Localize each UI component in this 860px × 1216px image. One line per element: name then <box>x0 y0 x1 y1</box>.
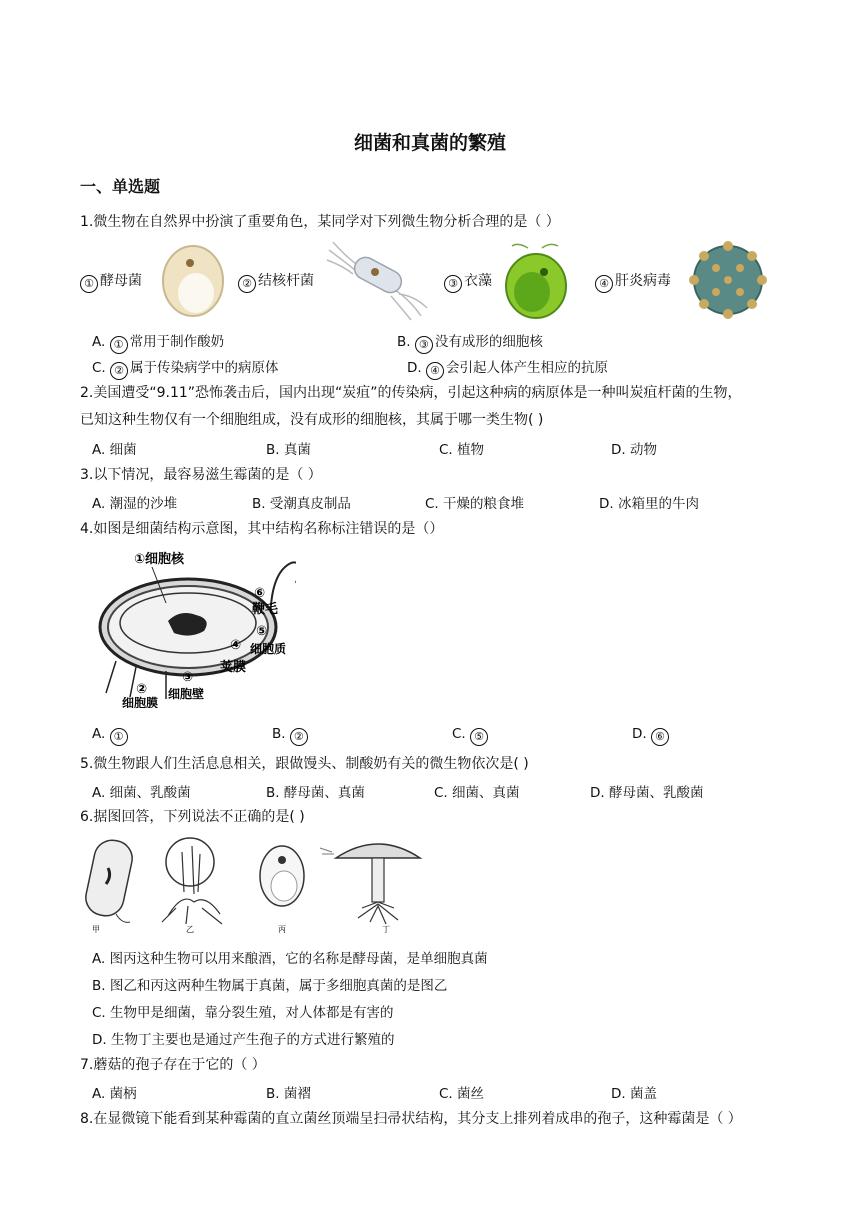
q1-option-a-num: ① <box>110 336 128 354</box>
hepatitis-virus-image <box>682 238 774 322</box>
label-2-num: ② <box>136 682 148 697</box>
fig-label-yi: 乙 <box>186 925 194 934</box>
q1-option-b[interactable] <box>397 330 543 354</box>
q4-option-b-num: ② <box>290 728 308 746</box>
q1-option-c[interactable] <box>92 356 279 380</box>
fig-label-ding: 丁 <box>382 925 390 934</box>
organism-1-label <box>80 270 142 293</box>
section-heading: 一、单选题 <box>80 177 161 196</box>
q4-option-d-num: ⑥ <box>651 728 669 746</box>
question-5-stem: 5.微生物跟人们生活息息相关，跟做馒头、制酸奶有关的微生物依次是( ) <box>80 756 529 772</box>
label-5-num: ⑤ <box>256 624 268 639</box>
q1-option-c-text: 属于传染病学中的病原体 <box>130 360 279 376</box>
q1-option-b-prefix: B. <box>397 334 411 350</box>
q4-option-a[interactable] <box>92 726 130 746</box>
q4-option-b[interactable] <box>272 726 310 746</box>
tuberculosis-bacillus-image <box>325 240 430 322</box>
q1-option-a-prefix: A. <box>92 334 106 350</box>
question-6-stem: 6.据图回答，下列说法不正确的是( ) <box>80 809 305 825</box>
q2-option-c[interactable]: C. 植物 <box>439 442 485 458</box>
label-capsule: 荚膜 <box>220 660 247 675</box>
organism-2-label <box>238 270 314 293</box>
q2-option-a[interactable]: A. 细菌 <box>92 442 137 458</box>
microorganisms-figure <box>82 832 428 934</box>
question-3-stem: 3.以下情况，最容易滋生霉菌的是（ ） <box>80 467 322 483</box>
q3-option-b[interactable]: B. 受潮真皮制品 <box>252 496 351 512</box>
q1-option-b-text: 没有成形的细胞核 <box>434 334 543 350</box>
q1-option-c-num: ② <box>110 362 128 380</box>
label-6-num: ⑥ <box>254 586 266 601</box>
page-title: 细菌和真菌的繁殖 <box>353 132 506 154</box>
q5-option-b[interactable]: B. 酵母菌、真菌 <box>266 785 365 801</box>
label-cell-wall: 细胞壁 <box>168 687 205 701</box>
organism-3-num: ③ <box>444 275 462 293</box>
question-2-stem-line2: 已知这种生物仅有一个细胞组成，没有成形的细胞核，其属于哪一类生物( ) <box>80 412 544 428</box>
organism-4-name: 肝炎病毒 <box>615 273 671 289</box>
q4-option-a-prefix: A. <box>92 726 106 742</box>
q5-option-d[interactable]: D. 酵母菌、乳酸菌 <box>590 785 704 801</box>
q4-option-c-prefix: C. <box>452 726 466 742</box>
q1-option-d-num: ④ <box>426 362 444 380</box>
label-4-num: ④ <box>230 638 242 653</box>
q3-option-d[interactable]: D. 冰箱里的牛肉 <box>599 496 699 512</box>
q7-option-c[interactable]: C. 菌丝 <box>439 1086 485 1102</box>
q5-option-a[interactable]: A. 细菌、乳酸菌 <box>92 785 191 801</box>
q4-option-b-prefix: B. <box>272 726 286 742</box>
q4-option-d[interactable] <box>632 726 671 746</box>
question-4-stem: 4.如图是细菌结构示意图，其中结构名称标注错误的是（） <box>80 521 444 537</box>
q4-option-c-num: ⑤ <box>470 728 488 746</box>
label-nucleus: ①细胞核 <box>134 552 185 567</box>
q5-option-c[interactable]: C. 细菌、真菌 <box>434 785 520 801</box>
q6-option-d[interactable]: D. 生物丁主要也是通过产生孢子的方式进行繁殖的 <box>92 1032 395 1048</box>
q4-option-a-num: ① <box>110 728 128 746</box>
q7-option-b[interactable]: B. 菌褶 <box>266 1086 311 1102</box>
organism-1-name: 酵母菌 <box>100 273 142 289</box>
q7-option-d[interactable]: D. 菌盖 <box>611 1086 657 1102</box>
q1-option-d[interactable] <box>407 356 608 380</box>
organism-3-name: 衣藻 <box>464 273 492 289</box>
organism-4-label <box>595 270 671 293</box>
organism-1-num: ① <box>80 275 98 293</box>
q6-option-c[interactable]: C. 生物甲是细菌，靠分裂生殖，对人体都是有害的 <box>92 1005 394 1021</box>
q1-option-d-prefix: D. <box>407 360 422 376</box>
q4-option-c[interactable] <box>452 726 490 746</box>
label-flagellum: 鞭毛 <box>252 602 279 617</box>
q1-option-a-text: 常用于制作酸奶 <box>129 334 225 350</box>
q1-option-b-num: ③ <box>415 336 433 354</box>
label-cell-membrane: 细胞膜 <box>122 696 159 708</box>
question-1-stem: 1.微生物在自然界中扮演了重要角色，某同学对下列微生物分析合理的是（ ） <box>80 214 560 230</box>
organism-2-num: ② <box>238 275 256 293</box>
bacteria-structure-diagram <box>96 543 296 708</box>
organism-3-label <box>444 270 492 293</box>
organism-4-num: ④ <box>595 275 613 293</box>
label-cytoplasm: 细胞质 <box>250 642 287 656</box>
q4-option-d-prefix: D. <box>632 726 647 742</box>
q6-option-a[interactable]: A. 图丙这种生物可以用来酿酒，它的名称是酵母菌，是单细胞真菌 <box>92 951 488 967</box>
q1-option-a[interactable] <box>92 330 224 354</box>
chlamydomonas-image <box>498 242 578 322</box>
q6-option-b[interactable]: B. 图乙和丙这两种生物属于真菌，属于多细胞真菌的是图乙 <box>92 978 448 994</box>
question-2-stem-line1: 2.美国遭受“9.11”恐怖袭击后，国内出现“炭疽”的传染病，引起这种病的病原体是一种叫炭疽杆菌的生物， <box>80 385 742 401</box>
question-7-stem: 7.蘑菇的孢子存在于它的（ ） <box>80 1057 266 1073</box>
organism-2-name: 结核杆菌 <box>258 273 314 289</box>
q1-option-d-text: 会引起人体产生相应的抗原 <box>445 360 608 376</box>
fig-label-bing: 丙 <box>278 925 286 934</box>
label-3-num: ③ <box>182 670 194 685</box>
q7-option-a[interactable]: A. 菌柄 <box>92 1086 137 1102</box>
q3-option-a[interactable]: A. 潮湿的沙堆 <box>92 496 178 512</box>
q2-option-d[interactable]: D. 动物 <box>611 442 657 458</box>
fig-label-jia: 甲 <box>92 925 100 934</box>
q1-option-c-prefix: C. <box>92 360 106 376</box>
yeast-image <box>160 243 226 319</box>
question-8-stem: 8.在显微镜下能看到某种霉菌的直立菌丝顶端呈扫帚状结构，其分支上排列着成串的孢子，这种霉菌是（ ） <box>80 1111 742 1127</box>
q2-option-b[interactable]: B. 真菌 <box>266 442 311 458</box>
q3-option-c[interactable]: C. 干燥的粮食堆 <box>425 496 525 512</box>
